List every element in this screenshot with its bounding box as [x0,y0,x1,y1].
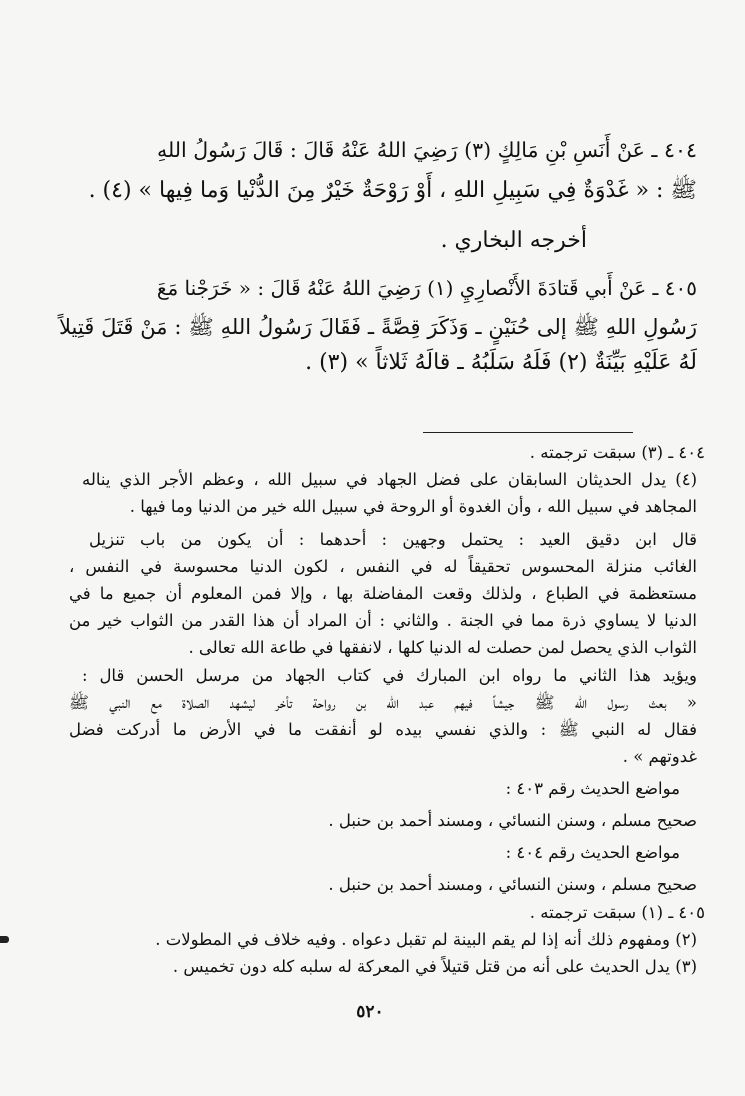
footnote-line: ٤٠٥ ـ (١) سبقت ترجمته . [529,903,705,922]
footnote-line: فقال له النبي ﷺ : والذي نفسي بيده لو أنفقت ما في الأرض ما أدركت فضل [69,720,697,739]
footnote-line: (٤) يدل الحديثان السابقان على فضل الجهاد في سبيل الله ، وعظم الأجر الذي يناله [82,470,697,489]
footnote-line: مستعظمة في الطباع ، ولذلك وقعت المفاضلة بها ، وإلا فمن المعلوم أن جميع ما في [69,584,697,603]
hadith-404-line-1: ٤٠٤ ـ عَنْ أَنَسِ بْنِ مَالِكٍ (٣) رَضِيَ اللهُ عَنْهُ قَالَ : قَالَ رَسُولُ اللهِ [157,138,697,162]
page-number: ٥٢٠ [356,1002,384,1022]
footnote-line: ويؤيد هذا الثاني ما رواه ابن المبارك في كتاب الجهاد من مرسل الحسن قال : [82,666,697,685]
footnote-line: قال ابن دقيق العيد : يحتمل وجهين : أحدهما : أن يكون من باب تنزيل [89,530,697,549]
footnote-line: مواضع الحديث رقم ٤٠٣ : [505,779,680,798]
footnote-line: صحيح مسلم ، وسنن النسائي ، ومسند أحمد بن حنبل . [328,875,697,894]
footnote-line: مواضع الحديث رقم ٤٠٤ : [505,843,680,862]
footnote-line: (٢) ومفهوم ذلك أنه إذا لم يقم البينة لم تقبل دعواه . وفيه خلاف في المطولات . [155,930,697,949]
footnote-line: المجاهد في سبيل الله ، وأن الغدوة أو الروحة في سبيل الله خير من الدنيا وما فيها . [129,497,697,516]
footnote-line: غدوتهم » . [622,747,697,766]
hadith-405-line-1: ٤٠٥ ـ عَنْ أَبي قَتادَةَ الأَنْصارِيِ (١) رَضِيَ اللهُ عَنْهُ قَالَ : « خَرَجْنا مَعَ [156,276,697,300]
footnote-line: الدنيا لا يساوي ذرة مما في الجنة . والثاني : أن المراد أن هذا القدر من الثواب خير من [69,611,697,630]
footnote-line: (٣) يدل الحديث على أنه من قتل قتيلاً في المعركة له سلبه كله دون تخميس . [172,957,697,976]
hadith-404-line-2: ﷺ : « غَدْوَةٌ فِي سَبِيلِ اللهِ ، أَوْ رَوْحَةٌ خَيْرٌ مِنَ الدُّنْيا وَما فِيها » (٤) . [88,178,697,203]
footnote-line: « بعث رسول الله ﷺ جيشاً فيهم عبد الله بن رواحة تأخر ليشهد الصلاة مع النبي ﷺ [69,693,697,712]
hadith-405-line-3: لَهُ عَلَيْهِ بَيِّنَةٌ (٢) فَلَهُ سَلَبُهُ ـ قالَهُ ثَلاثاً » (٣) . [305,350,697,375]
scan-edge-mark [0,936,9,943]
footnote-line: ٤٠٤ ـ (٣) سبقت ترجمته . [529,443,705,462]
footnote-separator [423,432,633,433]
footnote-line: الثواب الذي يحصل لمن حصلت له الدنيا كلها ، لانفقها في طاعة الله تعالى . [188,638,697,657]
takhrij-404: أخرجه البخاري . [440,228,587,253]
footnote-line: صحيح مسلم ، وسنن النسائي ، ومسند أحمد بن حنبل . [328,811,697,830]
footnote-line: الغائب منزلة المحسوس تحقيقاً له في النفس ، لكون الدنيا محسوسة في النفس ، [69,557,697,576]
hadith-405-line-2: رَسُولِ اللهِ ﷺ إلى حُنَيْنٍ ـ وَذَكَرَ قِصَّةً ـ فَقَالَ رَسُولُ اللهِ ﷺ : مَنْ قَتَلَ قَتِيلاً [59,315,697,339]
